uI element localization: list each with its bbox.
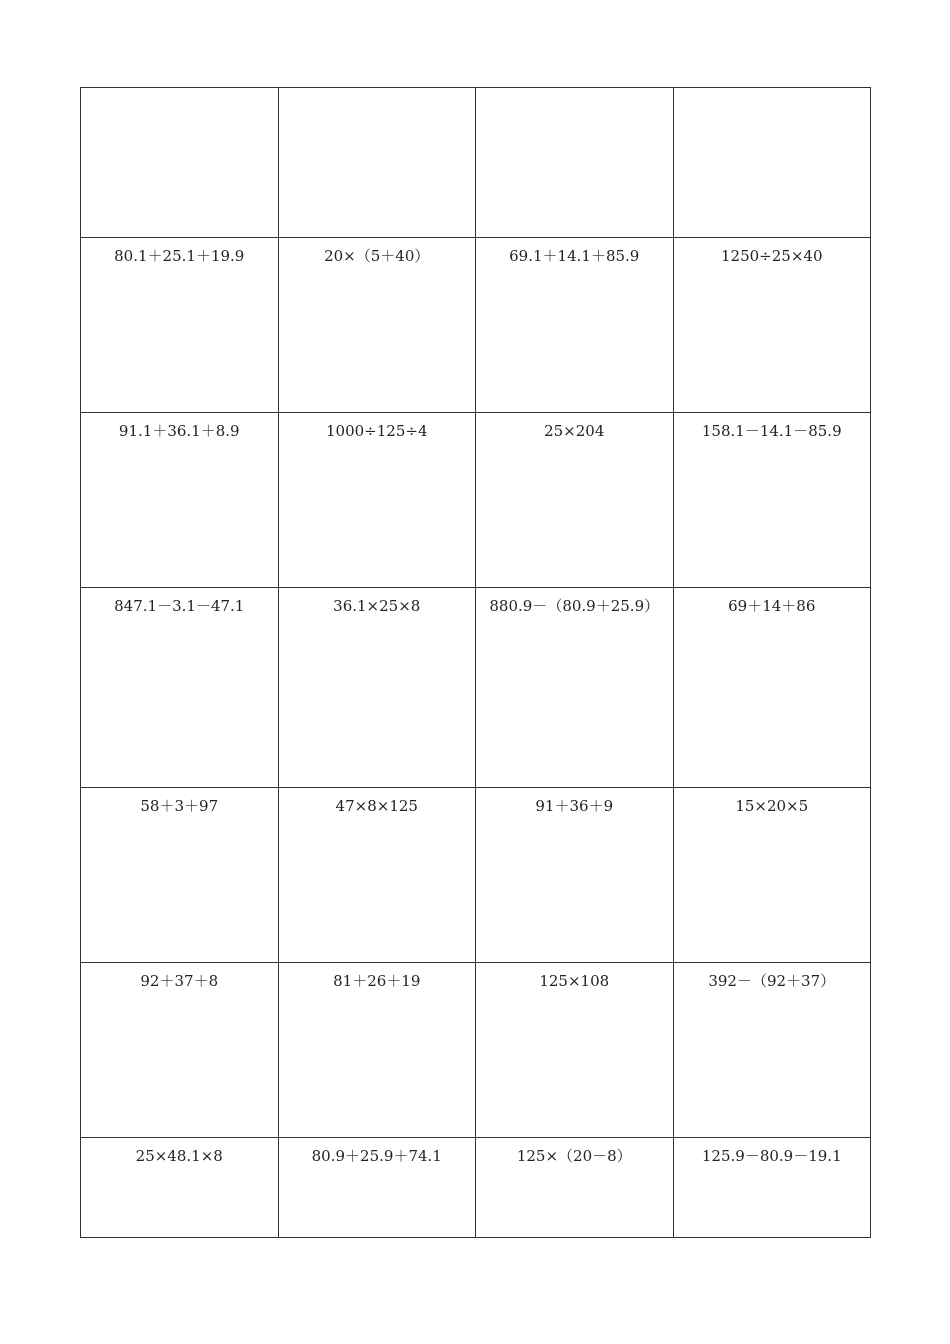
problem-cell: 69＋14＋86: [673, 588, 871, 788]
problem-cell: 15×20×5: [673, 788, 871, 963]
problem-cell: 58＋3＋97: [81, 788, 279, 963]
problem-cell: 125.9－80.9－19.1: [673, 1138, 871, 1238]
table-row: [81, 963, 871, 1138]
problem-cell: 91.1＋36.1＋8.9: [81, 413, 279, 588]
problem-cell: 81＋26＋19: [278, 963, 476, 1138]
problem-cell: 69.1＋14.1＋85.9: [476, 238, 674, 413]
table-row: [81, 88, 871, 238]
problem-cell: 20×（5＋40）: [278, 238, 476, 413]
problem-cell: 92＋37＋8: [81, 963, 279, 1138]
problem-cell: 125×108: [476, 963, 674, 1138]
problem-cell: 125×（20－8）: [476, 1138, 674, 1238]
problem-cell: 1000÷125÷4: [278, 413, 476, 588]
answer-cell: [278, 88, 476, 238]
problem-cell: 847.1－3.1－47.1: [81, 588, 279, 788]
problem-cell: 80.9＋25.9＋74.1: [278, 1138, 476, 1238]
answer-cell: [81, 88, 279, 238]
problem-cell: 158.1－14.1－85.9: [673, 413, 871, 588]
problem-cell: 80.1＋25.1＋19.9: [81, 238, 279, 413]
table-row: [81, 413, 871, 588]
problem-cell: 47×8×125: [278, 788, 476, 963]
table-row: [81, 788, 871, 963]
worksheet-table: [80, 87, 871, 1238]
problem-cell: 392－（92＋37）: [673, 963, 871, 1138]
table-row: [81, 238, 871, 413]
problem-cell: 25×48.1×8: [81, 1138, 279, 1238]
problem-cell: 880.9－（80.9＋25.9）: [476, 588, 674, 788]
problem-cell: 1250÷25×40: [673, 238, 871, 413]
table-row: [81, 1138, 871, 1238]
problem-cell: 91＋36＋9: [476, 788, 674, 963]
answer-cell: [673, 88, 871, 238]
answer-cell: [476, 88, 674, 238]
table-row: [81, 588, 871, 788]
problem-cell: 25×204: [476, 413, 674, 588]
problem-cell: 36.1×25×8: [278, 588, 476, 788]
